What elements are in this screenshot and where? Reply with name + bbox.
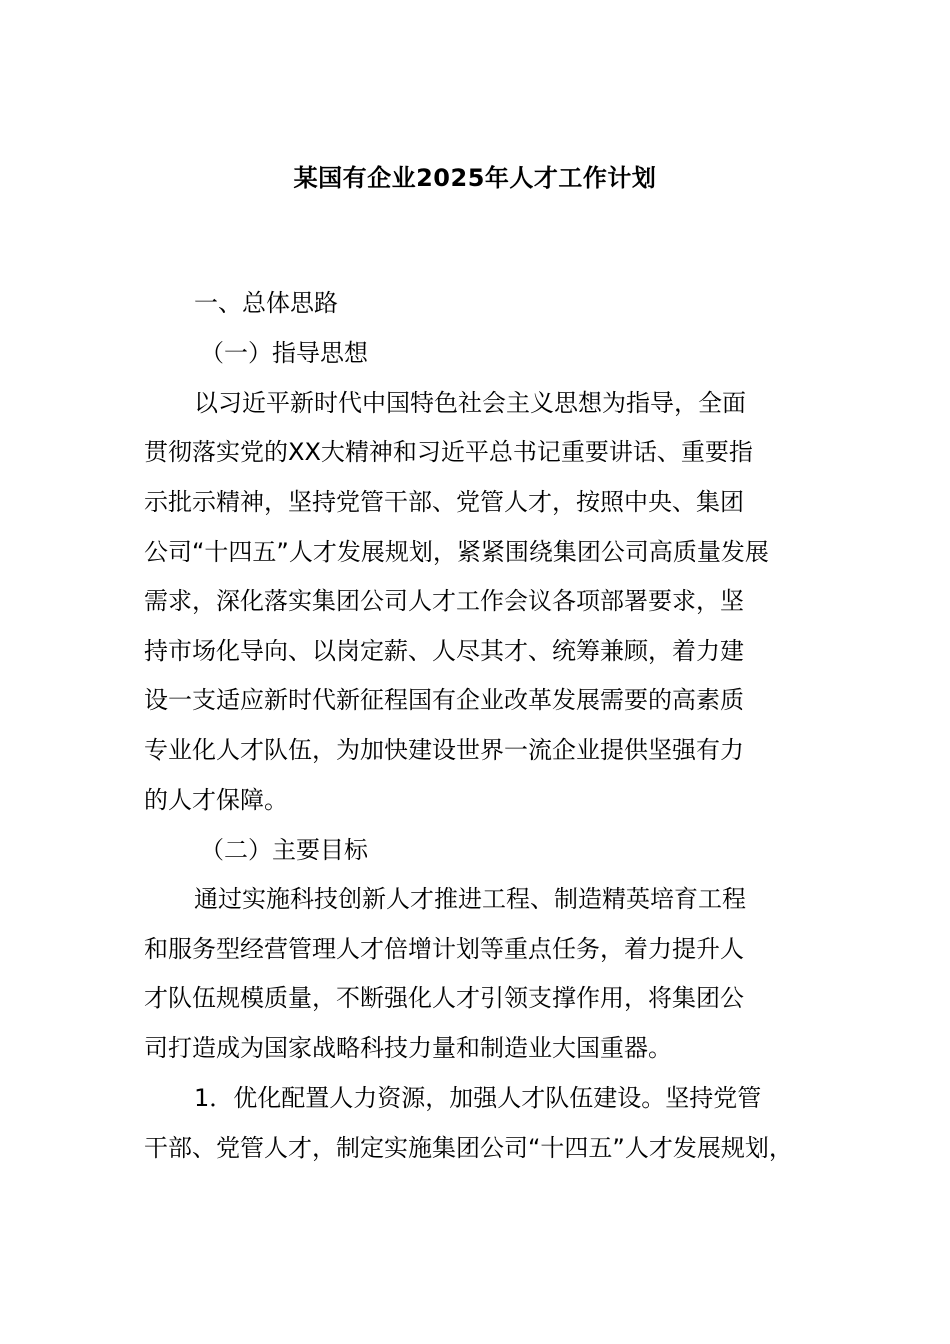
paragraph-line: 持市场化导向、以岗定薪、人尽其才、统筹兼顾，着力建 xyxy=(144,637,744,665)
paragraph-line: 设一支适应新时代新征程国有企业改革发展需要的高素质 xyxy=(144,686,744,714)
document-title: 某国有企业2025年人才工作计划 xyxy=(293,164,657,192)
section-heading-overall-approach: 一、总体思路 xyxy=(194,289,338,317)
paragraph-line: 示批示精神，坚持党管干部、党管人才，按照中央、集团 xyxy=(144,488,744,516)
paragraph-line: 的人才保障。 xyxy=(144,786,288,814)
subsection-heading-main-goals: （二）主要目标 xyxy=(200,836,368,864)
paragraph-line: 贯彻落实党的XX大精神和习近平总书记重要讲话、重要指 xyxy=(144,438,753,466)
paragraph-line: 干部、党管人才，制定实施集团公司“十四五”人才发展规划， xyxy=(144,1134,793,1162)
paragraph-line: 和服务型经营管理人才倍增计划等重点任务，着力提升人 xyxy=(144,935,744,963)
paragraph-line: 1．优化配置人力资源，加强人才队伍建设。坚持党管 xyxy=(194,1084,762,1112)
paragraph-line: 通过实施科技创新人才推进工程、制造精英培育工程 xyxy=(194,885,746,913)
paragraph-line: 专业化人才队伍，为加快建设世界一流企业提供坚强有力 xyxy=(144,736,744,764)
paragraph-line: 司打造成为国家战略科技力量和制造业大国重器。 xyxy=(144,1034,672,1062)
paragraph-line: 以习近平新时代中国特色社会主义思想为指导，全面 xyxy=(194,389,746,417)
subsection-heading-guiding-ideology: （一）指导思想 xyxy=(200,339,368,367)
paragraph-line: 才队伍规模质量，不断强化人才引领支撑作用，将集团公 xyxy=(144,984,744,1012)
paragraph-line: 公司“十四五”人才发展规划，紧紧围绕集团公司高质量发展 xyxy=(144,538,769,566)
paragraph-line: 需求，深化落实集团公司人才工作会议各项部署要求，坚 xyxy=(144,587,744,615)
